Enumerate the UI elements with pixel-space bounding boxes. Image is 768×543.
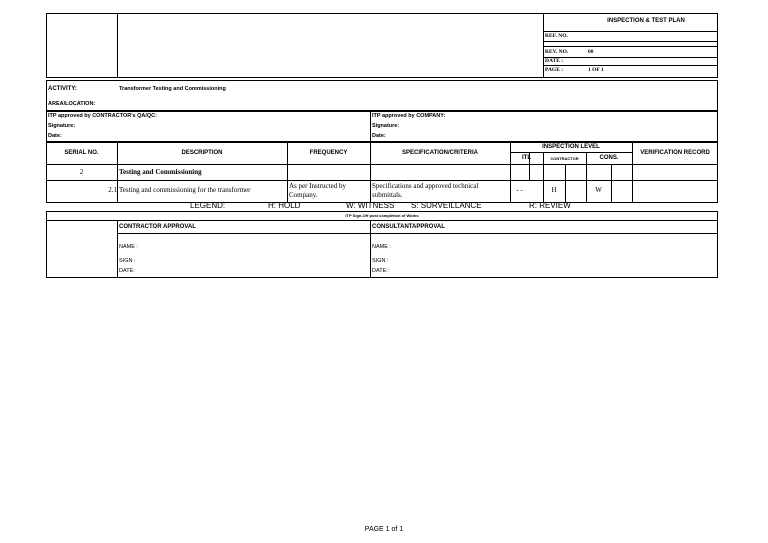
ref-no-label: REF. NO. (545, 33, 568, 39)
header-line (543, 57, 718, 58)
legend-label: LEGEND: (190, 201, 226, 210)
contractor-date-label: Date: (48, 133, 62, 139)
plan-title: INSPECTION & TEST PLAN (607, 18, 685, 24)
legend-surveillance: S: SURVEILLANCE (411, 201, 482, 210)
header-cons: CONS. (599, 155, 619, 161)
approval-divider (370, 111, 371, 142)
header-serial-no: SERIAL NO. (64, 150, 99, 156)
row-serial: 2.1 (108, 186, 117, 194)
rev-no-label: REV. NO. (545, 49, 569, 55)
rev-no-value: 00 (588, 49, 594, 55)
company-approval-label: ITP approved by COMPANY: (372, 113, 446, 119)
row-description: Testing and commissioning for the transformer (119, 186, 251, 194)
header-frequency: FREQUENCY (309, 150, 348, 156)
page-value: 1 OF 1 (588, 67, 604, 73)
col-line (565, 164, 566, 203)
header-itl: ITL (522, 155, 531, 161)
company-date-label: Date: (372, 133, 386, 139)
row-specification: Specifications and approved technical submittals. (372, 182, 479, 199)
contractor-sign-label: SIGN : (119, 258, 136, 264)
header-line (543, 65, 718, 66)
activity-value: Transformer Testing and Commissioning (119, 86, 226, 92)
header-line (543, 46, 718, 47)
date-label: DATE : (545, 58, 564, 64)
section-title: Testing and Commissioning (119, 168, 202, 176)
col-line (370, 220, 371, 278)
row-itl: - - (516, 186, 523, 194)
row-line (117, 233, 718, 234)
consultant-sign-label: SIGN : (372, 258, 389, 264)
consultant-approval-title: CONSULTANTAPPROVAL (372, 224, 445, 230)
page-footer: PAGE 1 of 1 (364, 526, 404, 533)
contractor-approval-label: ITP approved by CONTRACTOR's QA/QC: (48, 113, 157, 119)
row-frequency: As per Instructed by Company. (289, 182, 346, 199)
contractor-signature-label: Signature: (48, 123, 76, 129)
row-cons-level: W (595, 186, 602, 194)
contractor-approval-title: CONTRACTOR APPROVAL (119, 224, 196, 230)
activity-label: ACTIVITY: (48, 86, 77, 92)
header-description: DESCRIPTION (181, 150, 223, 156)
consultant-name-label: NAME : (372, 244, 391, 250)
company-signature-label: Signature: (372, 123, 400, 129)
col-line (611, 164, 612, 203)
area-location-label: AREA/LOCATION: (48, 101, 96, 107)
header-verification-record: VERIFICATION RECORD (640, 150, 710, 156)
section-serial: 2 (79, 168, 84, 176)
header-line (543, 41, 718, 42)
row-contractor-level: H (551, 186, 557, 194)
consultant-date-label: DATE: (372, 268, 388, 274)
header-specification: SPECIFICATION/CRITERIA (402, 150, 478, 156)
header-line (543, 31, 718, 32)
contractor-date-label: DATE: (119, 268, 135, 274)
logo-area (117, 13, 118, 78)
legend-hold: H: HOLD (268, 201, 301, 210)
legend-review: R: REVIEW (529, 201, 571, 210)
row-line (46, 220, 718, 221)
col-line (117, 220, 118, 278)
contractor-name-label: NAME : (119, 244, 138, 250)
signoff-title: ITP Sign-Off post completion of Works (345, 213, 419, 218)
activity-block (46, 80, 718, 111)
legend-witness: W: WITNESS (346, 201, 395, 210)
header-contractor: CONTRACTOR (550, 155, 579, 161)
header-inspection-level: INSPECTION LEVEL (542, 144, 600, 150)
page-label: PAGE : (545, 67, 564, 73)
